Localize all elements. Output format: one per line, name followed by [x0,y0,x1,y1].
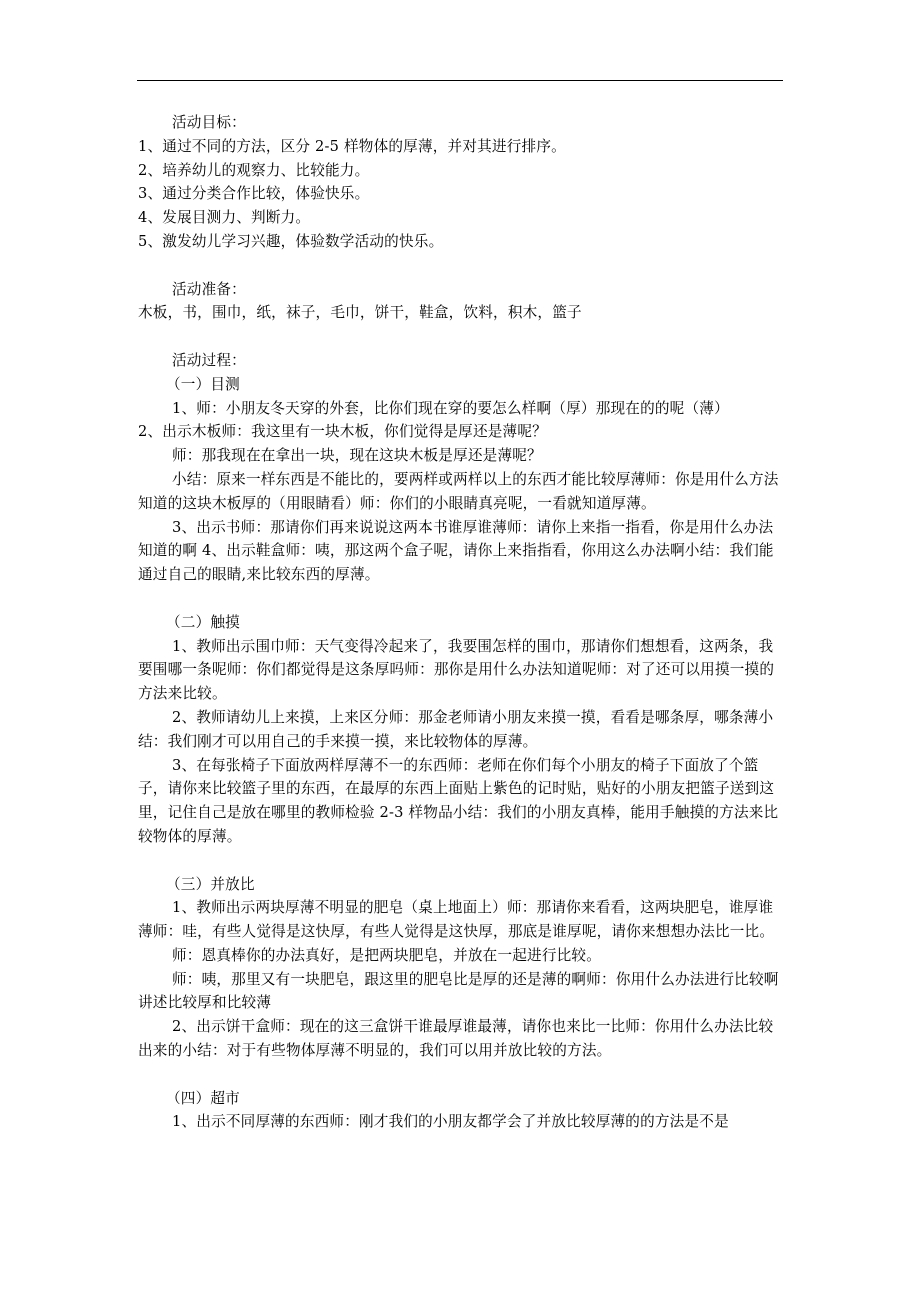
goals-heading: 活动目标： [172,114,246,131]
paragraph: 师：咦，那里又有一块肥皂，跟这里的肥皂比是厚的还是薄的啊师：你用什么办法进行比较啊讲述比较厚和比较薄 [138,970,779,1012]
paragraph: 3、在每张椅子下面放两样厚薄不一的东西师：老师在你们每个小朋友的椅子下面放了个篮子，请你来比较篮子里的东西，在最厚的东西上面贴上紫色的记时贴，贴好的小朋友把篮子送到这里，记住自己是放在哪里的教师检验 2-3 样物品小结：我们的小朋友真棒，能用手触摸的方法来比较物体的厚薄。 [138,756,779,845]
section-title: （四）超市 [166,1089,240,1107]
paragraph: 1、师：小朋友冬天穿的外套，比你们现在穿的要怎么样啊（厚）那现在的的呢（薄） [172,399,729,417]
prep-text: 木板，书，围巾，纸，袜子，毛巾，饼干，鞋盒，饮料，积木，篮子 [138,304,582,322]
goal-item: 5、激发幼儿学习兴趣，体验数学活动的快乐。 [138,232,444,250]
paragraph: 师：那我现在在拿出一块，现在这块木板是厚还是薄呢？ [172,447,542,465]
paragraph: 1、教师出示围巾师：天气变得冷起来了，我要围怎样的围巾，那请你们想想看，这两条，我要围哪一条呢师：你们都觉得是这条厚吗师：那你是用什么办法知道呢师：对了还可以用摸一摸的方法来比较。 [138,637,775,703]
paragraph: 小结：原来一样东西是不能比的，要两样或两样以上的东西才能比较厚薄师：你是用什么方法知道的这块木板厚的（用眼睛看）师：你们的小眼睛真亮呢，一看就知道厚薄。 [138,470,779,512]
paragraph: 1、出示不同厚薄的东西师：刚才我们的小朋友都学会了并放比较厚薄的的方法是不是 [172,1113,729,1131]
paragraph: 2、出示饼干盒师：现在的这三盒饼干谁最厚谁最薄，请你也来比一比师：你用什么办法比较出来的小结：对于有些物体厚薄不明显的，我们可以用并放比较的方法。 [138,1018,774,1060]
goal-item: 1、通过不同的方法，区分 2-5 样物体的厚薄，并对其进行排序。 [138,137,566,155]
prep-heading: 活动准备： [172,280,246,298]
document-body [138,111,784,1134]
section-title: （二）触摸 [166,613,240,631]
goal-item: 4、发展目测力、判断力。 [138,209,311,227]
paragraph: 3、出示书师：那请你们再来说说这两本书谁厚谁薄师：请你上来指一指看，你是用什么办法知道的啊 4、出示鞋盒师：咦，那这两个盒子呢，请你上来指指看，你用这么办法啊小结：我们能通过自己的眼睛,来比较东西的厚薄。 [138,518,774,584]
goal-item: 3、通过分类合作比较，体验快乐。 [138,185,370,203]
header-rule [137,80,783,81]
section-title: （一）目测 [166,375,240,393]
process-heading: 活动过程： [172,351,246,369]
paragraph: 2、教师请幼儿上来摸，上来区分师：那金老师请小朋友来摸一摸，看看是哪条厚，哪条薄小结：我们刚才可以用自己的手来摸一摸，来比较物体的厚薄。 [138,708,774,750]
paragraph: 2、出示木板师：我这里有一块木板，你们觉得是厚还是薄呢？ [138,423,547,441]
goal-item: 2、培养幼儿的观察力、比较能力。 [138,161,370,179]
section-title: （三）并放比 [166,875,255,893]
paragraph: 师：恩真棒你的办法真好，是把两块肥皂，并放在一起进行比较。 [172,946,602,964]
paragraph: 1、教师出示两块厚薄不明显的肥皂（桌上地面上）师：那请你来看看，这两块肥皂，谁厚谁薄师：哇，有些人觉得是这快厚，有些人觉得是这快厚，那底是谁厚呢，请你来想想办法比一比。 [138,899,775,941]
